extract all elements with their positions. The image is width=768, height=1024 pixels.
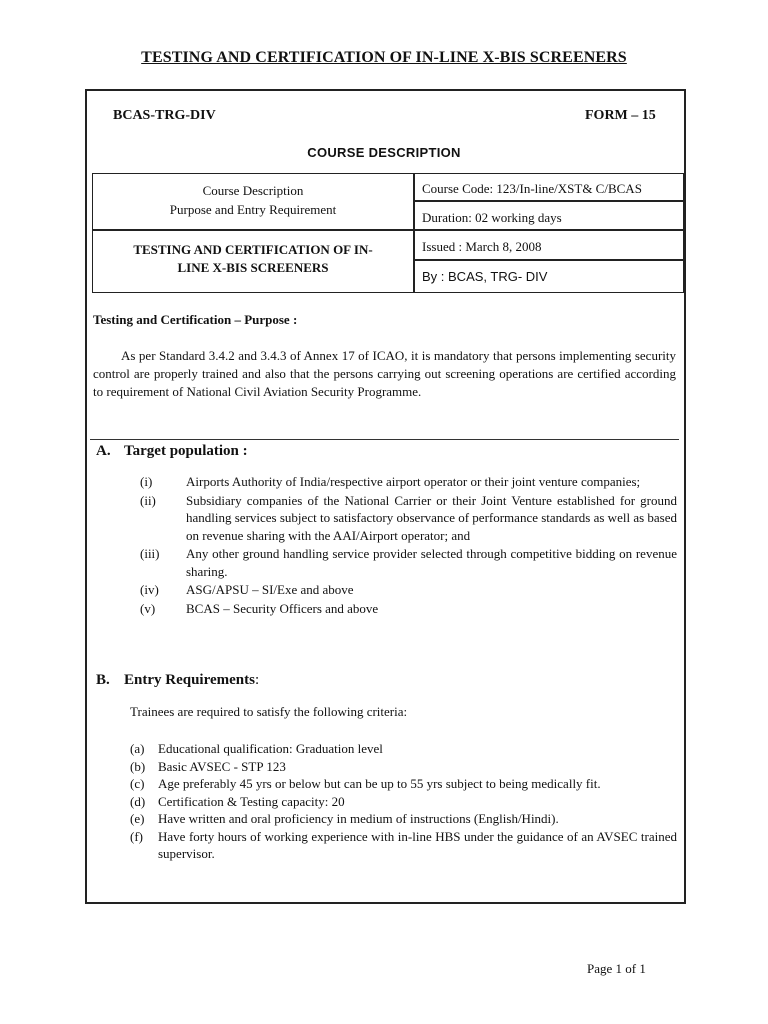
course-code-cell: Course Code: 123/In-line/XST& C/BCAS bbox=[414, 173, 685, 201]
target-population-item bbox=[140, 473, 677, 491]
entry-requirements-list bbox=[130, 740, 677, 863]
target-population-item-marker: (ii) bbox=[140, 492, 156, 508]
entry-requirement-item bbox=[130, 793, 677, 811]
target-population-item bbox=[140, 545, 677, 580]
target-population-item-text: BCAS – Security Officers and above bbox=[186, 600, 379, 616]
section-a-letter: A. bbox=[96, 443, 111, 459]
entry-requirement-item bbox=[130, 740, 677, 758]
course-title-line2: LINE X-BIS SCREENERS bbox=[177, 260, 329, 275]
target-population-item bbox=[140, 492, 677, 545]
course-description-label: Course Description bbox=[202, 183, 304, 198]
section-a-title: Target population : bbox=[124, 443, 248, 459]
target-population-item-marker: (v) bbox=[140, 600, 156, 616]
target-population-item-text: Subsidiary companies of the National Carrier or their Joint Venture established for ground handling services subject to satisfactory observance of performance standards as well as based on revenue sharing with the AAI/Airport operator; and bbox=[186, 492, 677, 543]
entry-requirement-item-text: Age preferably 45 yrs or below but can be up to 55 yrs subject to being medically fit. bbox=[158, 776, 601, 791]
entry-requirement-item-text: Basic AVSEC - STP 123 bbox=[158, 758, 286, 774]
target-population-item-marker: (i) bbox=[140, 474, 153, 489]
entry-requirement-item-text: Have forty hours of working experience with in-line HBS under the guidance of an AVSEC trained supervisor. bbox=[158, 828, 677, 861]
division-label: BCAS-TRG-DIV bbox=[113, 108, 216, 123]
course-description-heading: COURSE DESCRIPTION bbox=[307, 145, 461, 160]
entry-requirement-item-marker: (d) bbox=[130, 793, 146, 809]
section-a-heading bbox=[96, 443, 248, 460]
target-population-item bbox=[140, 581, 677, 599]
course-title-cell bbox=[92, 230, 414, 293]
entry-requirement-item-marker: (b) bbox=[130, 758, 146, 774]
document-title: TESTING AND CERTIFICATION OF IN-LINE X-BIS SCREENERS bbox=[141, 49, 627, 66]
section-b-title: Entry Requirements bbox=[124, 672, 255, 688]
entry-requirement-item-marker: (f) bbox=[130, 828, 143, 844]
criteria-lead: Trainees are required to satisfy the following criteria: bbox=[130, 704, 408, 719]
section-divider bbox=[90, 439, 679, 440]
course-title-line1: TESTING AND CERTIFICATION OF IN- bbox=[133, 242, 373, 257]
form-number: FORM – 15 bbox=[585, 108, 656, 123]
entry-requirement-item-marker: (c) bbox=[130, 776, 145, 791]
target-population-item-text: Any other ground handling service provider selected through competitive bidding on revenue sharing. bbox=[186, 546, 677, 579]
entry-requirement-item-text: Educational qualification: Graduation level bbox=[158, 741, 383, 756]
by-cell: By : BCAS, TRG- DIV bbox=[414, 260, 685, 293]
target-population-item-text: ASG/APSU – SI/Exe and above bbox=[186, 582, 354, 597]
entry-requirement-item-marker: (a) bbox=[130, 741, 145, 756]
page-number: Page 1 of 1 bbox=[587, 961, 646, 976]
purpose-paragraph: As per Standard 3.4.2 and 3.4.3 of Annex 17 of ICAO, it is mandatory that persons implementing security control are properly trained and also that the persons carrying out screening operations are certified according to requirement of National Civil Aviation Security Programme. bbox=[93, 348, 676, 399]
entry-requirement-item-marker: (e) bbox=[130, 811, 145, 826]
section-b-heading bbox=[96, 672, 259, 689]
issued-cell: Issued : March 8, 2008 bbox=[414, 230, 685, 260]
purpose-entry-label: Purpose and Entry Requirement bbox=[169, 202, 337, 217]
target-population-list bbox=[140, 473, 677, 618]
entry-requirement-item-text: Have written and oral proficiency in medium of instructions (English/Hindi). bbox=[158, 811, 559, 826]
entry-requirement-item bbox=[130, 810, 677, 828]
target-population-item-marker: (iv) bbox=[140, 582, 159, 597]
section-b-suffix: : bbox=[254, 672, 260, 688]
entry-requirement-item bbox=[130, 758, 677, 776]
course-description-cell bbox=[92, 173, 414, 230]
purpose-heading: Testing and Certification – Purpose : bbox=[93, 312, 298, 327]
section-b-letter: B. bbox=[96, 672, 110, 688]
target-population-item-marker: (iii) bbox=[140, 546, 160, 561]
target-population-item-text: Airports Authority of India/respective airport operator or their joint venture companies; bbox=[186, 474, 641, 489]
duration-cell: Duration: 02 working days bbox=[414, 201, 685, 230]
target-population-item bbox=[140, 600, 677, 618]
entry-requirement-item-text: Certification & Testing capacity: 20 bbox=[158, 793, 345, 809]
entry-requirement-item bbox=[130, 828, 677, 863]
entry-requirement-item bbox=[130, 775, 677, 793]
